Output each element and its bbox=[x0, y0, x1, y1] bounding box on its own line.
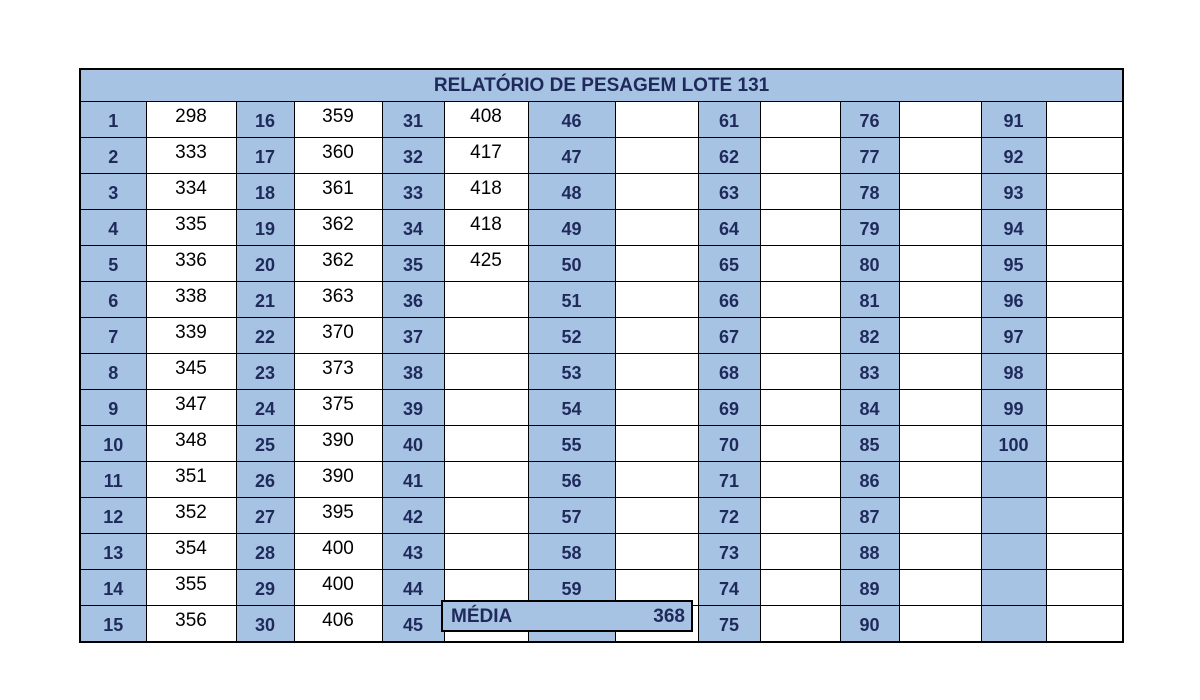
row-index-cell: 33 bbox=[382, 174, 444, 210]
weight-value-cell bbox=[444, 390, 528, 426]
weight-value-cell bbox=[1046, 318, 1123, 354]
weight-value-cell: 395 bbox=[294, 498, 382, 534]
weight-value-cell: 333 bbox=[146, 138, 236, 174]
weight-value-cell bbox=[760, 354, 840, 390]
row-index-cell: 15 bbox=[80, 606, 146, 643]
table-row bbox=[80, 246, 1123, 282]
row-index-cell: 18 bbox=[236, 174, 294, 210]
row-index-cell: 98 bbox=[981, 354, 1046, 390]
row-index-cell: 96 bbox=[981, 282, 1046, 318]
row-index-cell: 8 bbox=[80, 354, 146, 390]
row-index-cell: 65 bbox=[698, 246, 760, 282]
row-index-cell: 41 bbox=[382, 462, 444, 498]
row-index-cell: 85 bbox=[840, 426, 899, 462]
weight-value-cell: 408 bbox=[444, 102, 528, 138]
weight-value-cell: 298 bbox=[146, 102, 236, 138]
weight-value-cell: 400 bbox=[294, 534, 382, 570]
weight-value-cell bbox=[444, 318, 528, 354]
row-index-cell: 2 bbox=[80, 138, 146, 174]
weight-value-cell bbox=[1046, 390, 1123, 426]
weight-value-cell bbox=[1046, 174, 1123, 210]
weight-value-cell bbox=[615, 102, 698, 138]
weight-value-cell bbox=[615, 462, 698, 498]
row-index-cell: 99 bbox=[981, 390, 1046, 426]
row-index-cell: 81 bbox=[840, 282, 899, 318]
weight-value-cell bbox=[615, 318, 698, 354]
row-index-cell: 80 bbox=[840, 246, 899, 282]
row-index-cell: 37 bbox=[382, 318, 444, 354]
weight-value-cell: 338 bbox=[146, 282, 236, 318]
weight-value-cell bbox=[899, 426, 981, 462]
row-index-cell: 59 bbox=[528, 570, 615, 606]
weight-value-cell: 361 bbox=[294, 174, 382, 210]
weight-value-cell: 334 bbox=[146, 174, 236, 210]
row-index-cell: 36 bbox=[382, 282, 444, 318]
weight-value-cell: 336 bbox=[146, 246, 236, 282]
row-index-cell: 17 bbox=[236, 138, 294, 174]
weight-value-cell bbox=[899, 606, 981, 643]
weight-value-cell: 370 bbox=[294, 318, 382, 354]
row-index-cell: 53 bbox=[528, 354, 615, 390]
row-index-cell: 30 bbox=[236, 606, 294, 643]
row-index-cell: 27 bbox=[236, 498, 294, 534]
weight-value-cell bbox=[1046, 498, 1123, 534]
row-index-cell: 78 bbox=[840, 174, 899, 210]
row-index-cell: 88 bbox=[840, 534, 899, 570]
row-index-cell: 42 bbox=[382, 498, 444, 534]
weight-value-cell: 363 bbox=[294, 282, 382, 318]
weight-value-cell bbox=[444, 498, 528, 534]
row-index-cell: 55 bbox=[528, 426, 615, 462]
weight-value-cell: 406 bbox=[294, 606, 382, 643]
row-index-cell: 40 bbox=[382, 426, 444, 462]
weight-value-cell bbox=[899, 210, 981, 246]
weight-value-cell bbox=[760, 462, 840, 498]
row-index-cell: 52 bbox=[528, 318, 615, 354]
weight-value-cell bbox=[615, 426, 698, 462]
weight-value-cell bbox=[899, 354, 981, 390]
row-index-cell: 93 bbox=[981, 174, 1046, 210]
row-index-cell: 12 bbox=[80, 498, 146, 534]
row-index-cell: 87 bbox=[840, 498, 899, 534]
row-index-cell: 82 bbox=[840, 318, 899, 354]
weight-value-cell bbox=[615, 246, 698, 282]
weight-value-cell bbox=[444, 282, 528, 318]
weight-value-cell bbox=[760, 282, 840, 318]
weight-value-cell: 352 bbox=[146, 498, 236, 534]
row-index-cell: 51 bbox=[528, 282, 615, 318]
weight-value-cell: 347 bbox=[146, 390, 236, 426]
weight-value-cell: 362 bbox=[294, 210, 382, 246]
weight-value-cell bbox=[899, 138, 981, 174]
row-index-cell: 21 bbox=[236, 282, 294, 318]
row-index-cell: 58 bbox=[528, 534, 615, 570]
row-index-cell: 72 bbox=[698, 498, 760, 534]
row-index-cell: 76 bbox=[840, 102, 899, 138]
row-index-cell: 22 bbox=[236, 318, 294, 354]
weight-value-cell bbox=[760, 426, 840, 462]
row-index-cell: 91 bbox=[981, 102, 1046, 138]
row-index-cell: 38 bbox=[382, 354, 444, 390]
table-row bbox=[80, 318, 1123, 354]
row-index-cell: 43 bbox=[382, 534, 444, 570]
weighing-report-table bbox=[79, 68, 1124, 643]
row-index-cell: 14 bbox=[80, 570, 146, 606]
weight-value-cell: 354 bbox=[146, 534, 236, 570]
row-index-cell: 44 bbox=[382, 570, 444, 606]
row-index-cell: 63 bbox=[698, 174, 760, 210]
row-index-cell: 67 bbox=[698, 318, 760, 354]
table-row bbox=[80, 534, 1123, 570]
weight-value-cell: 425 bbox=[444, 246, 528, 282]
row-index-cell: 79 bbox=[840, 210, 899, 246]
row-index-cell: 48 bbox=[528, 174, 615, 210]
row-index-cell: 28 bbox=[236, 534, 294, 570]
weight-value-cell bbox=[444, 534, 528, 570]
row-index-cell: 4 bbox=[80, 210, 146, 246]
row-index-cell: 95 bbox=[981, 246, 1046, 282]
weight-value-cell bbox=[899, 246, 981, 282]
row-index-cell: 73 bbox=[698, 534, 760, 570]
row-index-cell: 5 bbox=[80, 246, 146, 282]
average-box bbox=[441, 600, 693, 632]
row-index-cell: 32 bbox=[382, 138, 444, 174]
weight-value-cell bbox=[760, 210, 840, 246]
row-index-cell: 29 bbox=[236, 570, 294, 606]
table-row bbox=[80, 174, 1123, 210]
weight-value-cell bbox=[899, 318, 981, 354]
row-index-cell: 31 bbox=[382, 102, 444, 138]
weight-value-cell: 418 bbox=[444, 210, 528, 246]
row-index-cell: 19 bbox=[236, 210, 294, 246]
row-index-cell: 71 bbox=[698, 462, 760, 498]
table-row bbox=[80, 462, 1123, 498]
weight-value-cell: 418 bbox=[444, 174, 528, 210]
row-index-cell: 49 bbox=[528, 210, 615, 246]
average-label: MÉDIA bbox=[451, 606, 513, 627]
weight-value-cell bbox=[760, 246, 840, 282]
row-index-cell: 61 bbox=[698, 102, 760, 138]
row-index-cell: 70 bbox=[698, 426, 760, 462]
weight-value-cell: 355 bbox=[146, 570, 236, 606]
weight-value-cell bbox=[760, 174, 840, 210]
row-index-cell: 47 bbox=[528, 138, 615, 174]
weight-value-cell bbox=[1046, 570, 1123, 606]
weight-value-cell bbox=[615, 210, 698, 246]
weight-value-cell bbox=[615, 138, 698, 174]
weight-value-cell: 351 bbox=[146, 462, 236, 498]
weight-value-cell bbox=[899, 462, 981, 498]
table-row bbox=[80, 282, 1123, 318]
table-row bbox=[80, 426, 1123, 462]
row-index-cell: 1 bbox=[80, 102, 146, 138]
weight-value-cell bbox=[1046, 210, 1123, 246]
weight-value-cell bbox=[760, 606, 840, 643]
row-index-cell: 24 bbox=[236, 390, 294, 426]
weight-value-cell bbox=[760, 534, 840, 570]
weight-value-cell: 339 bbox=[146, 318, 236, 354]
weight-value-cell: 362 bbox=[294, 246, 382, 282]
row-index-cell: 7 bbox=[80, 318, 146, 354]
weight-value-cell bbox=[899, 174, 981, 210]
row-index-cell bbox=[981, 534, 1046, 570]
row-index-cell: 34 bbox=[382, 210, 444, 246]
row-index-cell: 26 bbox=[236, 462, 294, 498]
weight-value-cell bbox=[615, 354, 698, 390]
row-index-cell: 25 bbox=[236, 426, 294, 462]
row-index-cell: 3 bbox=[80, 174, 146, 210]
row-index-cell: 83 bbox=[840, 354, 899, 390]
row-index-cell: 69 bbox=[698, 390, 760, 426]
row-index-cell: 6 bbox=[80, 282, 146, 318]
row-index-cell: 74 bbox=[698, 570, 760, 606]
weight-value-cell: 375 bbox=[294, 390, 382, 426]
row-index-cell: 75 bbox=[698, 606, 760, 643]
row-index-cell: 62 bbox=[698, 138, 760, 174]
weight-value-cell bbox=[899, 282, 981, 318]
row-index-cell: 56 bbox=[528, 462, 615, 498]
weight-value-cell: 348 bbox=[146, 426, 236, 462]
row-index-cell: 35 bbox=[382, 246, 444, 282]
row-index-cell: 50 bbox=[528, 246, 615, 282]
weight-value-cell bbox=[615, 390, 698, 426]
row-index-cell: 9 bbox=[80, 390, 146, 426]
weight-value-cell bbox=[899, 570, 981, 606]
weight-value-cell: 400 bbox=[294, 570, 382, 606]
row-index-cell: 39 bbox=[382, 390, 444, 426]
table-row bbox=[80, 390, 1123, 426]
weight-value-cell bbox=[615, 174, 698, 210]
weight-value-cell bbox=[444, 354, 528, 390]
weight-value-cell bbox=[444, 426, 528, 462]
weight-value-cell bbox=[760, 390, 840, 426]
row-index-cell: 57 bbox=[528, 498, 615, 534]
row-index-cell: 11 bbox=[80, 462, 146, 498]
row-index-cell bbox=[981, 570, 1046, 606]
row-index-cell: 68 bbox=[698, 354, 760, 390]
row-index-cell: 45 bbox=[382, 606, 444, 643]
weight-value-cell bbox=[899, 498, 981, 534]
weight-value-cell bbox=[1046, 426, 1123, 462]
report-title: RELATÓRIO DE PESAGEM LOTE 131 bbox=[80, 69, 1123, 102]
table-row bbox=[80, 210, 1123, 246]
weight-value-cell bbox=[1046, 606, 1123, 643]
weight-value-cell bbox=[760, 498, 840, 534]
row-index-cell bbox=[981, 606, 1046, 643]
row-index-cell: 97 bbox=[981, 318, 1046, 354]
weight-value-cell: 373 bbox=[294, 354, 382, 390]
row-index-cell: 13 bbox=[80, 534, 146, 570]
weight-value-cell: 360 bbox=[294, 138, 382, 174]
weight-value-cell bbox=[1046, 534, 1123, 570]
weight-value-cell bbox=[615, 498, 698, 534]
row-index-cell: 90 bbox=[840, 606, 899, 643]
weight-value-cell bbox=[615, 534, 698, 570]
row-index-cell bbox=[981, 462, 1046, 498]
row-index-cell: 10 bbox=[80, 426, 146, 462]
weight-value-cell: 345 bbox=[146, 354, 236, 390]
weight-value-cell bbox=[760, 570, 840, 606]
row-index-cell: 86 bbox=[840, 462, 899, 498]
weight-value-cell bbox=[1046, 246, 1123, 282]
weight-value-cell bbox=[1046, 282, 1123, 318]
row-index-cell: 23 bbox=[236, 354, 294, 390]
table-row bbox=[80, 102, 1123, 138]
weight-value-cell: 335 bbox=[146, 210, 236, 246]
weight-value-cell bbox=[760, 318, 840, 354]
table-row bbox=[80, 354, 1123, 390]
weight-value-cell bbox=[1046, 102, 1123, 138]
row-index-cell: 100 bbox=[981, 426, 1046, 462]
weight-value-cell bbox=[1046, 354, 1123, 390]
weight-value-cell bbox=[899, 390, 981, 426]
row-index-cell: 77 bbox=[840, 138, 899, 174]
weight-value-cell: 356 bbox=[146, 606, 236, 643]
table-row bbox=[80, 138, 1123, 174]
weight-value-cell bbox=[1046, 138, 1123, 174]
row-index-cell bbox=[981, 498, 1046, 534]
row-index-cell: 84 bbox=[840, 390, 899, 426]
table-row bbox=[80, 498, 1123, 534]
weight-value-cell: 359 bbox=[294, 102, 382, 138]
weight-value-cell bbox=[899, 102, 981, 138]
weight-value-cell: 390 bbox=[294, 462, 382, 498]
weight-value-cell: 417 bbox=[444, 138, 528, 174]
row-index-cell: 54 bbox=[528, 390, 615, 426]
row-index-cell: 46 bbox=[528, 102, 615, 138]
row-index-cell: 66 bbox=[698, 282, 760, 318]
weight-value-cell bbox=[760, 102, 840, 138]
weight-value-cell bbox=[1046, 462, 1123, 498]
row-index-cell: 20 bbox=[236, 246, 294, 282]
weight-value-cell bbox=[615, 282, 698, 318]
row-index-cell: 64 bbox=[698, 210, 760, 246]
row-index-cell: 94 bbox=[981, 210, 1046, 246]
weight-value-cell bbox=[760, 138, 840, 174]
weight-value-cell bbox=[444, 462, 528, 498]
row-index-cell: 92 bbox=[981, 138, 1046, 174]
weight-value-cell: 390 bbox=[294, 426, 382, 462]
weight-value-cell bbox=[899, 534, 981, 570]
row-index-cell: 89 bbox=[840, 570, 899, 606]
average-value: 368 bbox=[653, 606, 685, 627]
row-index-cell: 16 bbox=[236, 102, 294, 138]
